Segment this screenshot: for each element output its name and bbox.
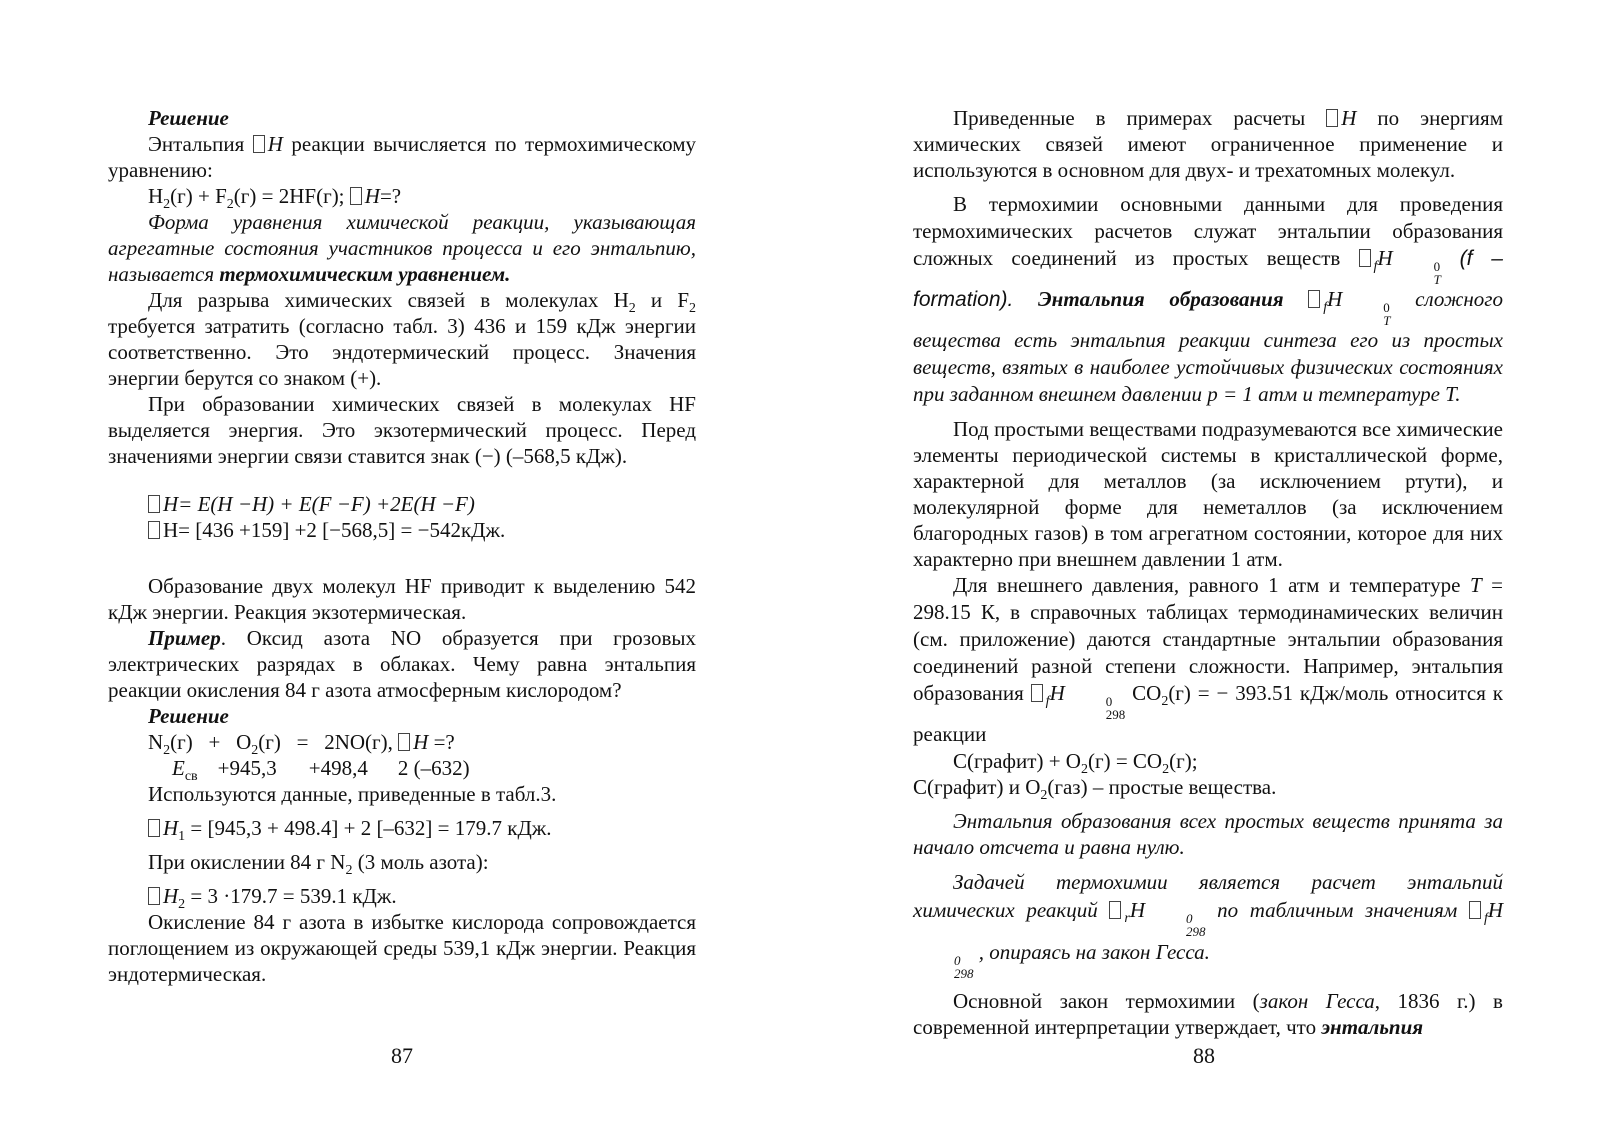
italic-paragraph: Энтальпия образования всех простых веществ принята за начало отсчета и равна нулю.: [913, 809, 1503, 859]
italic-paragraph: Задачей термохимии является расчет энтальпий химических реакций $_r$H 0 298 по табличным значениям $_f$H 0 298 , опираясь на закон Гесса.: [913, 870, 1503, 981]
delta-glyph-icon: [350, 187, 362, 205]
equation-graphite: C(графит) + $O_2(г) = CO_2(г)$;: [953, 749, 1198, 778]
equation-n2-o2: $N_2(г) + O_2(г) = 2NO(г)$, H =?: [148, 730, 455, 759]
delta-glyph-icon: [148, 495, 160, 513]
paragraph: При окислении 84 г $N_2$ (3 моль азота):: [148, 850, 489, 879]
delta-glyph-icon: [1308, 290, 1320, 308]
delta-glyph-icon: [1469, 901, 1481, 919]
equation-result: H= [436 +159] +2 [−568,5] = −542кДж.: [108, 517, 696, 543]
delta-glyph-icon: [253, 135, 265, 153]
equation-h1: $H_1 = [945,3 + 498.4] + 2$ [–632] = 179.7 кДж.: [108, 815, 696, 841]
solution-heading: Решение: [148, 106, 229, 130]
delta-glyph-icon: [1109, 901, 1121, 919]
example-paragraph: Пример. Оксид азота NO образуется при грозовых электрических разрядах в облаках. Чему равна энтальпия реакции окисления 84 г азота атмосферным кислородом?: [108, 626, 696, 702]
delta-glyph-icon: [1031, 684, 1043, 702]
paragraph: При образовании химических связей в молекулах HF выделяется энергия. Это экзотермический процесс. Перед значениями энергии связи ставится знак (−) (–568,5 кДж).: [108, 392, 696, 468]
delta-glyph-icon: [148, 819, 160, 837]
equation-bond-energies: H= E(H −H) + E(F −F) +2E(H −F): [108, 491, 696, 517]
delta-glyph-icon: [398, 733, 410, 751]
delta-glyph-icon: [1359, 249, 1371, 267]
page-number-right: 88: [1193, 1043, 1215, 1068]
paragraph: В термохимии основными данными для проведения термохимических расчетов служат энтальпии образования сложных соединений из простых веществ $_f$H 0 T (f – formation). Энтальпия образования $_f$H 0 T сложного вещества есть энтальпия реакции синтеза его из простых веществ, взятых в наиболее устойчивых физических состояниях при заданном внешнем давлении p = 1 атм и температуре T.: [913, 192, 1503, 406]
paragraph: Приведенные в примерах расчеты H по энергиям химических связей имеют ограниченное применение и используются в основном для двух- и трехатомных молекул.: [913, 106, 1503, 182]
right-page: [913, 105, 1503, 1040]
paragraph: Используются данные, приведенные в табл.3.: [148, 782, 557, 806]
paragraph: Для разрыва химических связей в молекулах $H_2$ и $F_2$ требуется затратить (согласно табл. 3) 436 и 159 кДж энергии соответственно. Это эндотермический процесс. Значения энергии берутся со знаком (+).: [108, 288, 697, 390]
delta-glyph-icon: [148, 887, 160, 905]
paragraph: Образование двух молекул HF приводит к выделению 542 кДж энергии. Реакция экзотермическая.: [108, 574, 696, 624]
delta-glyph-icon: [1326, 109, 1338, 127]
page-number-left: 87: [391, 1043, 413, 1068]
left-page: [108, 105, 696, 987]
solution-heading: Решение: [148, 704, 229, 728]
bond-energy-row: $E_{св} +945,3 +498,4$ 2 (–632): [172, 756, 470, 785]
paragraph: Под простыми веществами подразумеваются все химические элементы периодической системы в кристаллической форме, характерной для металлов (за исключением ртути), и молекулярной форме для неметаллов (за исключением благородных газов) в том агрегатном состоянии, которое для них характерно при внешнем давлении 1 атм.: [913, 417, 1503, 571]
paragraph: C(графит) и $O_2(газ)$ – простые вещества.: [913, 775, 1277, 804]
paragraph: Окисление 84 г азота в избытке кислорода сопровождается поглощением из окружающей среды 539,1 кДж энергии. Реакция эндотермическая.: [108, 910, 696, 986]
equation-h2-f2: $H_2(г) + F_2(г) = 2HF(г)$; H=?: [148, 184, 402, 213]
definition-paragraph: Форма уравнения химической реакции, указывающая агрегатные состояния участников процесса и его энтальпию, называется термохимическим уравнением.: [108, 210, 696, 286]
delta-glyph-icon: [148, 521, 160, 539]
equation-h2: $H_2 = 3 \cdot 179.7 = 539.1$ кДж.: [108, 883, 696, 909]
paragraph: Основной закон термохимии (закон Гесса, 1836 г.) в современной интерпретации утверждает, что энтальпия: [913, 989, 1503, 1039]
paragraph: Энтальпия H реакции вычисляется по термохимическому уравнению:: [108, 132, 696, 182]
paragraph: Для внешнего давления, равного 1 атм и температуре T = 298.15 К, в справочных таблицах термодинамических величин (см. приложение) даются стандартные энтальпии образования соединений разной степени сложности. Например, энтальпия образования $_f$H 0 298 $CO_2(г)$ = − 393.51 кДж/моль относится к реакции: [913, 573, 1503, 746]
